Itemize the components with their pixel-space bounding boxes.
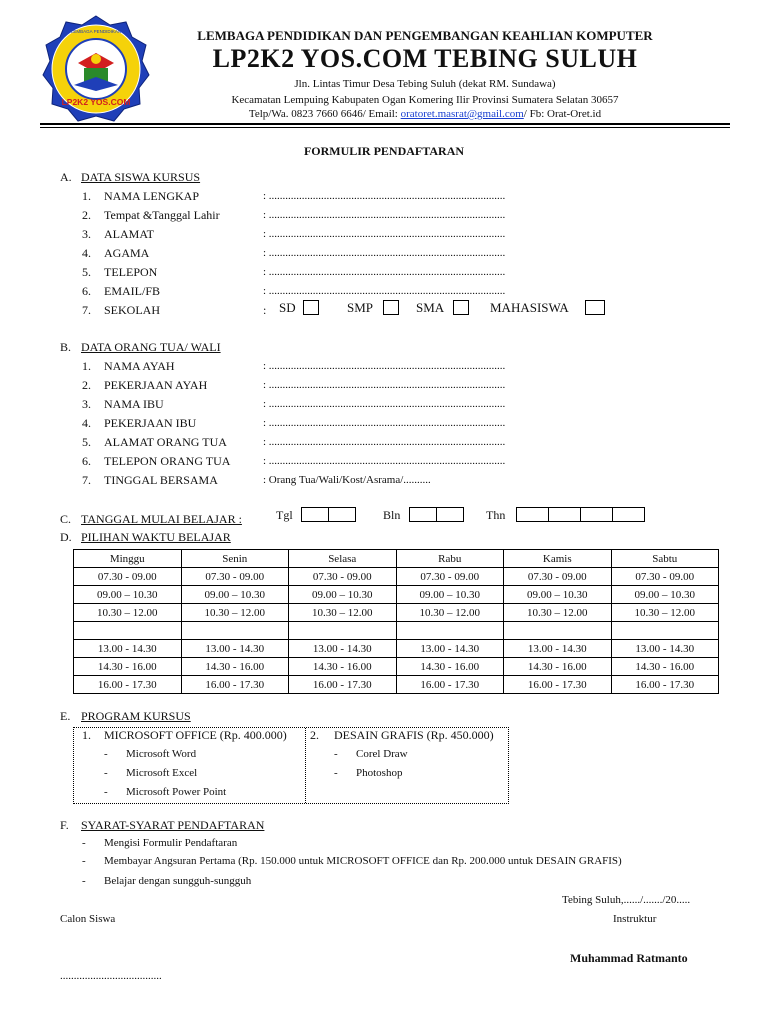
field-label-email-fb: EMAIL/FB <box>104 284 161 298</box>
bln-label: Bln <box>383 508 401 522</box>
field-label-pekerjaan-ibu: PEKERJAAN IBU <box>104 416 197 430</box>
bln-input[interactable] <box>409 507 464 522</box>
header-rule-thin <box>40 127 730 128</box>
option-label-sd: SD <box>279 300 296 315</box>
field-input-telepon-orang-tua[interactable]: : ...................................................................................... <box>263 455 506 467</box>
section-b-title: DATA ORANG TUA/ WALI <box>81 340 221 354</box>
checkbox-sma[interactable] <box>453 300 469 315</box>
time-slot[interactable]: 14.30 - 16.00 <box>74 658 182 676</box>
schedule-row <box>74 658 719 676</box>
field-input-email-fb[interactable]: : ...................................................................................... <box>263 285 506 297</box>
field-num: 7. <box>82 303 91 317</box>
field-label-telepon-orang-tua: TELEPON ORANG TUA <box>104 454 231 468</box>
time-slot[interactable]: 14.30 - 16.00 <box>611 658 719 676</box>
section-b-letter: B. <box>60 340 72 354</box>
checkbox-sd[interactable] <box>303 300 319 315</box>
section-e-title: PROGRAM KURSUS <box>81 709 191 723</box>
field-num: 4. <box>82 416 91 430</box>
field-input-tempat-tanggal-lahir[interactable]: : ...................................................................................... <box>263 209 506 221</box>
schedule-row <box>74 568 719 586</box>
day-header: Sabtu <box>611 550 719 568</box>
course-item: Microsoft Excel <box>126 767 198 779</box>
instructor-name: Muhammad Ratmanto <box>570 951 688 965</box>
schedule-row <box>74 640 719 658</box>
address-line-1: Jln. Lintas Timur Desa Tebing Suluh (dekat RM. Sundawa) <box>294 78 556 90</box>
field-num: 6. <box>82 454 91 468</box>
field-input-nama-ibu[interactable]: : ...................................................................................... <box>263 398 506 410</box>
time-slot[interactable]: 07.30 - 09.00 <box>396 568 504 586</box>
schedule-table <box>73 549 719 694</box>
bullet: - <box>82 837 86 849</box>
field-num: 3. <box>82 397 91 411</box>
time-slot[interactable]: 16.00 - 17.30 <box>611 676 719 694</box>
field-label-nama-ayah: NAMA AYAH <box>104 359 175 373</box>
field-num: 7. <box>82 473 91 487</box>
time-slot[interactable]: 13.00 - 14.30 <box>74 640 182 658</box>
field-label-alamat-orang-tua: ALAMAT ORANG TUA <box>104 435 227 449</box>
logo <box>40 13 152 123</box>
option-label-sma: SMA <box>416 300 445 315</box>
day-header: Kamis <box>504 550 612 568</box>
field-num: 2. <box>82 208 91 222</box>
time-slot[interactable]: 13.00 - 14.30 <box>396 640 504 658</box>
header-rule-thick <box>40 123 730 125</box>
instruktur-label: Instruktur <box>613 913 657 925</box>
field-label-tempat-tanggal-lahir: Tempat &Tanggal Lahir <box>104 208 220 222</box>
time-slot[interactable]: 16.00 - 17.30 <box>74 676 182 694</box>
field-input-tinggal-bersama[interactable]: : Orang Tua/Wali/Kost/Asrama/.......... <box>263 474 431 486</box>
section-a-title: DATA SISWA KURSUS <box>81 170 201 184</box>
institution-title: LP2K2 YOS.COM TEBING SULUH <box>212 44 638 73</box>
program-num: 2. <box>310 728 319 742</box>
field-label-sekolah: SEKOLAH <box>104 303 160 317</box>
bullet: - <box>104 748 108 760</box>
course-item: Microsoft Word <box>126 748 197 760</box>
time-slot[interactable]: 14.30 - 16.00 <box>181 658 289 676</box>
field-label-nama-lengkap: NAMA LENGKAP <box>104 189 200 203</box>
time-slot[interactable]: 10.30 – 12.00 <box>611 604 719 622</box>
field-label-telepon: TELEPON <box>104 265 158 279</box>
time-slot[interactable]: 16.00 - 17.30 <box>504 676 612 694</box>
time-slot[interactable]: 09.00 – 10.30 <box>504 586 612 604</box>
schedule-row-break <box>74 622 719 640</box>
requirement-item: Mengisi Formulir Pendaftaran <box>104 837 238 849</box>
form-title: FORMULIR PENDAFTARAN <box>303 144 465 158</box>
time-slot-empty <box>289 622 397 640</box>
checkbox-mahasiswa[interactable] <box>585 300 605 315</box>
signature-line[interactable]: ..................................... <box>60 970 162 982</box>
bullet: - <box>82 855 86 867</box>
field-label-agama: AGAMA <box>104 246 150 260</box>
time-slot-empty <box>181 622 289 640</box>
field-label-tinggal-bersama: TINGGAL BERSAMA <box>104 473 218 487</box>
time-slot[interactable]: 07.30 - 09.00 <box>181 568 289 586</box>
time-slot[interactable]: 14.30 - 16.00 <box>396 658 504 676</box>
time-slot[interactable]: 16.00 - 17.30 <box>181 676 289 694</box>
section-e-letter: E. <box>60 709 71 723</box>
field-label-pekerjaan-ayah: PEKERJAAN AYAH <box>104 378 208 392</box>
schedule-row <box>74 676 719 694</box>
time-slot[interactable]: 13.00 - 14.30 <box>289 640 397 658</box>
time-slot[interactable]: 07.30 - 09.00 <box>289 568 397 586</box>
time-slot[interactable]: 10.30 – 12.00 <box>289 604 397 622</box>
field-input-nama-lengkap[interactable]: : ...................................................................................... <box>263 190 506 202</box>
field-num: 1. <box>82 189 91 203</box>
bullet: - <box>104 767 108 779</box>
section-d-title: PILIHAN WAKTU BELAJAR <box>81 530 231 544</box>
option-label-smp: SMP <box>347 300 374 315</box>
day-header: Rabu <box>396 550 504 568</box>
day-header: Minggu <box>74 550 182 568</box>
schedule-row <box>74 586 719 604</box>
org-line: LEMBAGA PENDIDIKAN DAN PENGEMBANGAN KEAHLIAN KOMPUTER <box>197 28 653 43</box>
program-name-desain[interactable]: DESAIN GRAFIS (Rp. 450.000) <box>334 728 494 742</box>
svg-text:LEMBAGA PENDIDIKAN: LEMBAGA PENDIDIKAN <box>70 29 122 34</box>
bullet: - <box>334 767 338 779</box>
section-c-letter: C. <box>60 512 72 526</box>
requirement-item: Belajar dengan sungguh-sungguh <box>104 875 252 887</box>
thn-label: Thn <box>486 508 506 522</box>
field-num: 5. <box>82 265 91 279</box>
day-header: Senin <box>181 550 289 568</box>
day-header: Selasa <box>289 550 397 568</box>
field-colon: : <box>263 303 267 317</box>
field-num: 5. <box>82 435 91 449</box>
option-label-mahasiswa: MAHASISWA <box>490 300 569 315</box>
requirement-item: Membayar Angsuran Pertama (Rp. 150.000 untuk MICROSOFT OFFICE dan Rp. 200.000 untuk DESAIN GRAFIS) <box>104 855 622 867</box>
time-slot[interactable]: 07.30 - 09.00 <box>611 568 719 586</box>
time-slot[interactable]: 13.00 - 14.30 <box>181 640 289 658</box>
time-slot[interactable]: 09.00 – 10.30 <box>181 586 289 604</box>
program-box <box>73 727 509 804</box>
section-a-letter: A. <box>60 170 72 184</box>
field-input-pekerjaan-ayah[interactable]: : ...................................................................................... <box>263 379 506 391</box>
course-item: Microsoft Power Point <box>126 786 227 798</box>
time-slot[interactable]: 09.00 – 10.30 <box>289 586 397 604</box>
email-link[interactable]: oratoret.masrat@gmail.com <box>400 108 524 120</box>
field-label-alamat: ALAMAT <box>104 227 154 241</box>
contact-prefix: Telp/Wa. 0823 7660 6646/ Email: <box>248 108 401 120</box>
time-slot[interactable]: 10.30 – 12.00 <box>504 604 612 622</box>
field-num: 1. <box>82 359 91 373</box>
program-divider <box>305 728 306 803</box>
time-slot-empty <box>611 622 719 640</box>
field-num: 2. <box>82 378 91 392</box>
program-num: 1. <box>82 728 91 742</box>
bullet: - <box>104 786 108 798</box>
time-slot[interactable]: 13.00 - 14.30 <box>611 640 719 658</box>
time-slot[interactable]: 13.00 - 14.30 <box>504 640 612 658</box>
time-slot[interactable]: 10.30 – 12.00 <box>181 604 289 622</box>
section-d-letter: D. <box>60 530 72 544</box>
field-input-nama-ayah[interactable]: : ...................................................................................... <box>263 360 506 372</box>
field-input-alamat[interactable]: : ...................................................................................... <box>263 228 506 240</box>
field-num: 4. <box>82 246 91 260</box>
address-line-2: Kecamatan Lempuing Kabupaten Ogan Komering Ilir Provinsi Sumatera Selatan 30657 <box>231 94 619 106</box>
bullet: - <box>82 875 86 887</box>
calon-siswa-label: Calon Siswa <box>60 913 116 925</box>
field-input-telepon[interactable]: : ...................................................................................... <box>263 266 506 278</box>
time-slot[interactable]: 10.30 – 12.00 <box>396 604 504 622</box>
tgl-input[interactable] <box>301 507 356 522</box>
time-slot[interactable]: 07.30 - 09.00 <box>504 568 612 586</box>
time-slot[interactable]: 14.30 - 16.00 <box>504 658 612 676</box>
time-slot-empty <box>74 622 182 640</box>
svg-text:LP2K2 YOS.COM: LP2K2 YOS.COM <box>61 97 131 107</box>
bullet: - <box>334 748 338 760</box>
field-num: 3. <box>82 227 91 241</box>
time-slot[interactable]: 16.00 - 17.30 <box>396 676 504 694</box>
course-item: Corel Draw <box>356 748 408 760</box>
time-slot-empty <box>504 622 612 640</box>
schedule-row <box>74 604 719 622</box>
time-slot[interactable]: 16.00 - 17.30 <box>289 676 397 694</box>
time-slot[interactable]: 14.30 - 16.00 <box>289 658 397 676</box>
checkbox-smp[interactable] <box>383 300 399 315</box>
tgl-label: Tgl <box>276 508 293 522</box>
field-input-alamat-orang-tua[interactable]: : ...................................................................................... <box>263 436 506 448</box>
field-label-nama-ibu: NAMA IBU <box>104 397 164 411</box>
course-item: Photoshop <box>356 767 403 779</box>
thn-input[interactable] <box>516 507 645 522</box>
time-slot[interactable]: 09.00 – 10.30 <box>611 586 719 604</box>
section-c-title: TANGGAL MULAI BELAJAR : <box>81 512 242 526</box>
field-input-agama[interactable]: : ...................................................................................... <box>263 247 506 259</box>
contact-line <box>160 108 690 120</box>
schedule-header-row <box>74 550 719 568</box>
time-slot[interactable]: 07.30 - 09.00 <box>74 568 182 586</box>
contact-suffix: / Fb: Orat-Oret.id <box>523 108 602 120</box>
place-date: Tebing Suluh,....../......./20..... <box>562 894 691 906</box>
time-slot[interactable]: 10.30 – 12.00 <box>74 604 182 622</box>
section-f-title: SYARAT-SYARAT PENDAFTARAN <box>81 818 265 832</box>
time-slot[interactable]: 09.00 – 10.30 <box>396 586 504 604</box>
field-input-pekerjaan-ibu[interactable]: : ...................................................................................... <box>263 417 506 429</box>
field-num: 6. <box>82 284 91 298</box>
program-name-office[interactable]: MICROSOFT OFFICE (Rp. 400.000) <box>104 728 287 742</box>
time-slot[interactable]: 09.00 – 10.30 <box>74 586 182 604</box>
section-f-letter: F. <box>60 818 69 832</box>
time-slot-empty <box>396 622 504 640</box>
